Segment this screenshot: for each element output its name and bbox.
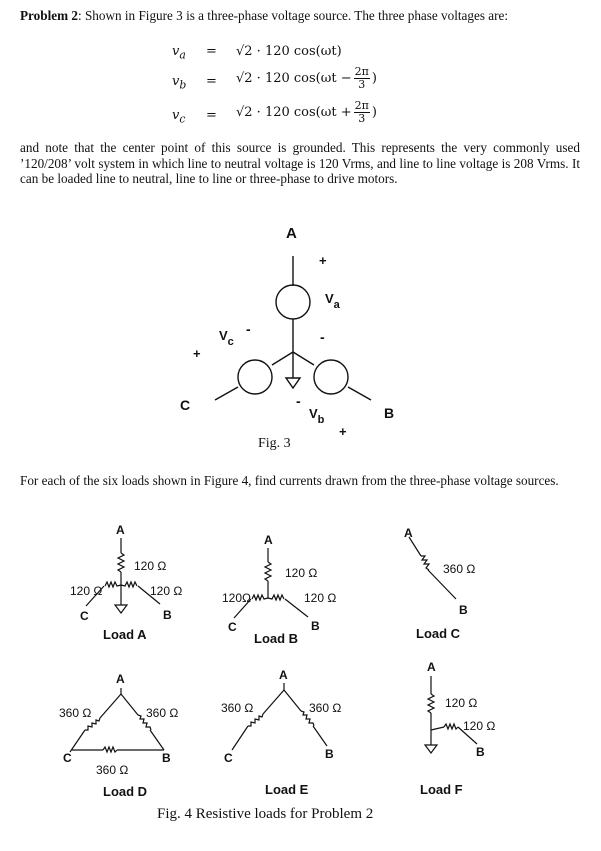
load-d-r2: 360 Ω [146, 706, 179, 720]
problem-heading: Problem 2 [20, 8, 78, 23]
load-a-name: Load A [103, 627, 147, 642]
equation-vb: $v_b$ [172, 74, 187, 92]
fig3-vc-plus: + [193, 346, 201, 361]
load-c-name: Load C [416, 626, 461, 641]
load-d-r1: 360 Ω [59, 706, 92, 720]
equation-va: $v_a$ [172, 44, 186, 62]
equals-3: = [206, 108, 217, 123]
load-e-r2: 360 Ω [309, 701, 342, 715]
load-f-r2: 120 Ω [463, 719, 496, 733]
load-e-node-c: C [224, 751, 233, 765]
load-a-r1: 120 Ω [134, 559, 167, 573]
load-f-name: Load F [420, 782, 463, 797]
load-b-r3: 120Ω [222, 591, 251, 605]
load-a-r3: 120 Ω [70, 584, 103, 598]
load-f-node-b: B [476, 745, 485, 759]
fig3-vc-minus: - [246, 321, 251, 337]
load-d-node-a: A [116, 672, 125, 686]
load-c-node-a: A [404, 526, 413, 540]
fig3-vb-plus: + [339, 424, 347, 439]
fig3-va-minus: - [320, 329, 325, 345]
problem-question: For each of the six loads shown in Figure 4, find currents drawn from the three-phase voltage sources. [20, 473, 559, 488]
load-b-r2: 120 Ω [304, 591, 337, 605]
load-b-r1: 120 Ω [285, 566, 318, 580]
load-a-node-b: B [163, 608, 172, 622]
equation-vc-rhs: √2 · 120 cos(ωt + $\frac{2\pi}{3}$ ) [236, 99, 377, 125]
fig3-va-plus: + [319, 253, 327, 268]
fig4-caption: Fig. 4 Resistive loads for Problem 2 [157, 806, 374, 822]
fig3-caption: Fig. 3 [258, 436, 291, 451]
load-d-node-b: B [162, 751, 171, 765]
fig3-vc-label: $V_c$ [219, 328, 234, 348]
load-b-node-c: C [228, 620, 237, 634]
load-c-r1: 360 Ω [443, 562, 476, 576]
equation-vc: $v_c$ [172, 108, 186, 126]
fig3-node-c: C [180, 397, 191, 413]
fig3-va-label: $V_a$ [325, 291, 340, 311]
load-b-node-a: A [264, 533, 273, 547]
load-e-r1: 360 Ω [221, 701, 254, 715]
equation-vb-rhs: √2 · 120 cos(ωt − $\frac{2\pi}{3}$ ) [236, 65, 377, 91]
load-a-node-a: A [116, 523, 125, 537]
load-d-r3: 360 Ω [96, 763, 129, 777]
load-a-r2: 120 Ω [150, 584, 183, 598]
equals-1: = [206, 44, 217, 59]
fig3-node-a: A [286, 225, 297, 242]
load-b-name: Load B [254, 631, 299, 646]
equals-2: = [206, 74, 217, 89]
problem-intro-text: : Shown in Figure 3 is a three-phase voltage source. The three phase voltages are: [78, 8, 509, 23]
load-d-node-c: C [63, 751, 72, 765]
load-e-node-b: B [325, 747, 334, 761]
load-f-node-a: A [427, 660, 436, 674]
equation-va-rhs: √2 · 120 cos(ωt) [236, 44, 342, 59]
load-e-name: Load E [265, 782, 309, 797]
load-c-node-b: B [459, 603, 468, 617]
fig3-node-b: B [384, 405, 395, 421]
fig3-vb-minus: - [296, 393, 301, 409]
load-b-node-b: B [311, 619, 320, 633]
fig3-vb-label: $V_b$ [309, 406, 325, 426]
load-f-r1: 120 Ω [445, 696, 478, 710]
load-e-node-a: A [279, 668, 288, 682]
load-d-name: Load D [103, 784, 148, 799]
load-a-node-c: C [80, 609, 89, 623]
problem-note: and note that the center point of this source is grounded. This represents the very commonly used ’120/208’ volt system in which line to neutral voltage is 120 Vrms, and line to line voltage is 208 Vrms. It can be loaded line to neutral, line to line or three-phase to drive motors. [20, 140, 580, 186]
